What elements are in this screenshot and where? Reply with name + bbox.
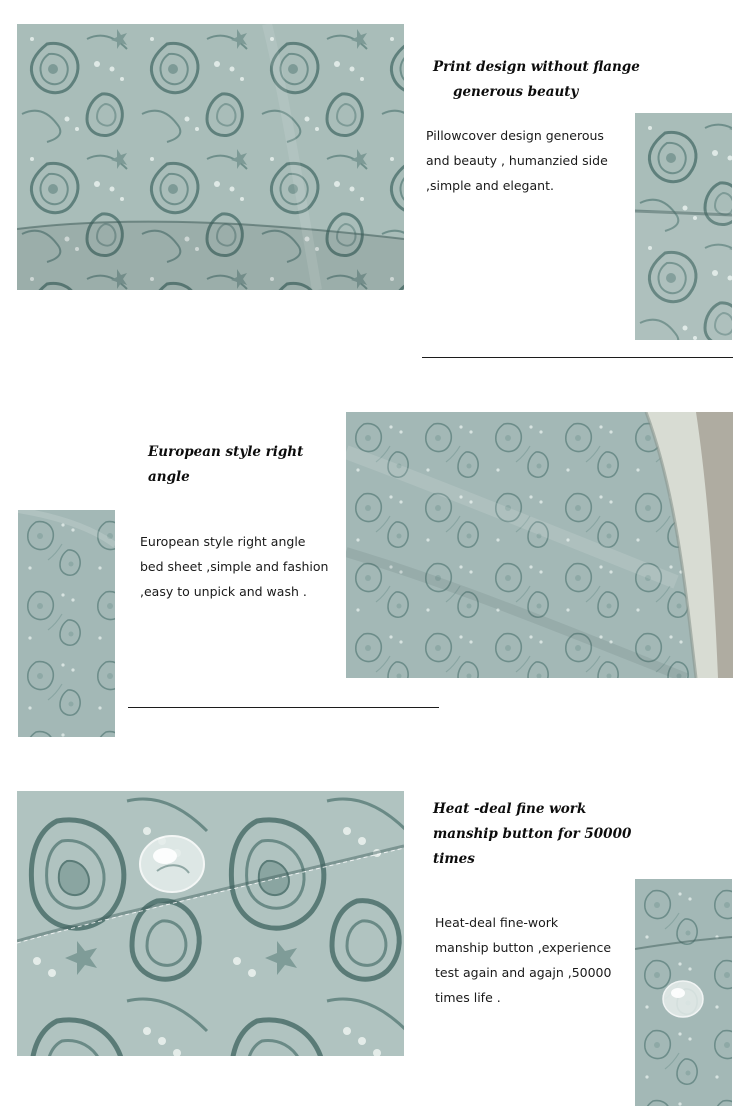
section1-desc-line2: and beauty , humanzied side [426, 153, 608, 168]
section1-desc-line1: Pillowcover design generous [426, 128, 604, 143]
paisley-fabric-image [18, 510, 115, 737]
section2-title-line1: European style right [148, 444, 304, 460]
section-divider [422, 357, 733, 358]
section3-description [435, 910, 611, 1010]
section3-desc-line2: manship button ,experience [435, 940, 612, 955]
section2-description [140, 529, 328, 604]
section2-title [148, 440, 303, 490]
section2-title-line2: angle [148, 469, 190, 485]
bed-sheet-corner-photo [18, 510, 115, 737]
paisley-fabric-image [635, 113, 732, 340]
section3-title [433, 797, 631, 872]
section3-title-line1: Heat -deal fine work [433, 801, 587, 817]
section1-description [426, 123, 608, 198]
button-detail-photo [635, 879, 732, 1106]
section2-desc-line3: ,easy to unpick and wash . [140, 584, 307, 599]
section1-title [433, 55, 640, 105]
section3-desc-line1: Heat-deal fine-work [435, 915, 559, 930]
paisley-fabric-image [17, 24, 404, 290]
section3-desc-line3: test again and agajn ,50000 [435, 965, 612, 980]
pillowcover-detail-photo [635, 113, 732, 340]
section2-desc-line2: bed sheet ,simple and fashion [140, 559, 329, 574]
section3-title-line2: manship button for 50000 [433, 826, 632, 842]
pillowcover-photo [17, 24, 404, 290]
section1-title-line2: generous beauty [453, 84, 579, 100]
section1-title-line1: Print design without flange [433, 59, 640, 75]
duvet-button-detail-image [635, 879, 732, 1106]
section3-title-line3: times [433, 851, 475, 867]
section1-desc-line3: ,simple and elegant. [426, 178, 554, 193]
section-divider [128, 707, 439, 708]
duvet-button-closeup-image [17, 791, 404, 1056]
section2-desc-line1: European style right angle [140, 534, 306, 549]
button-closure-photo [17, 791, 404, 1056]
bed-sheet-photo [346, 412, 733, 678]
section3-desc-line4: times life . [435, 990, 501, 1005]
bed-with-paisley-sheet-image [346, 412, 733, 678]
